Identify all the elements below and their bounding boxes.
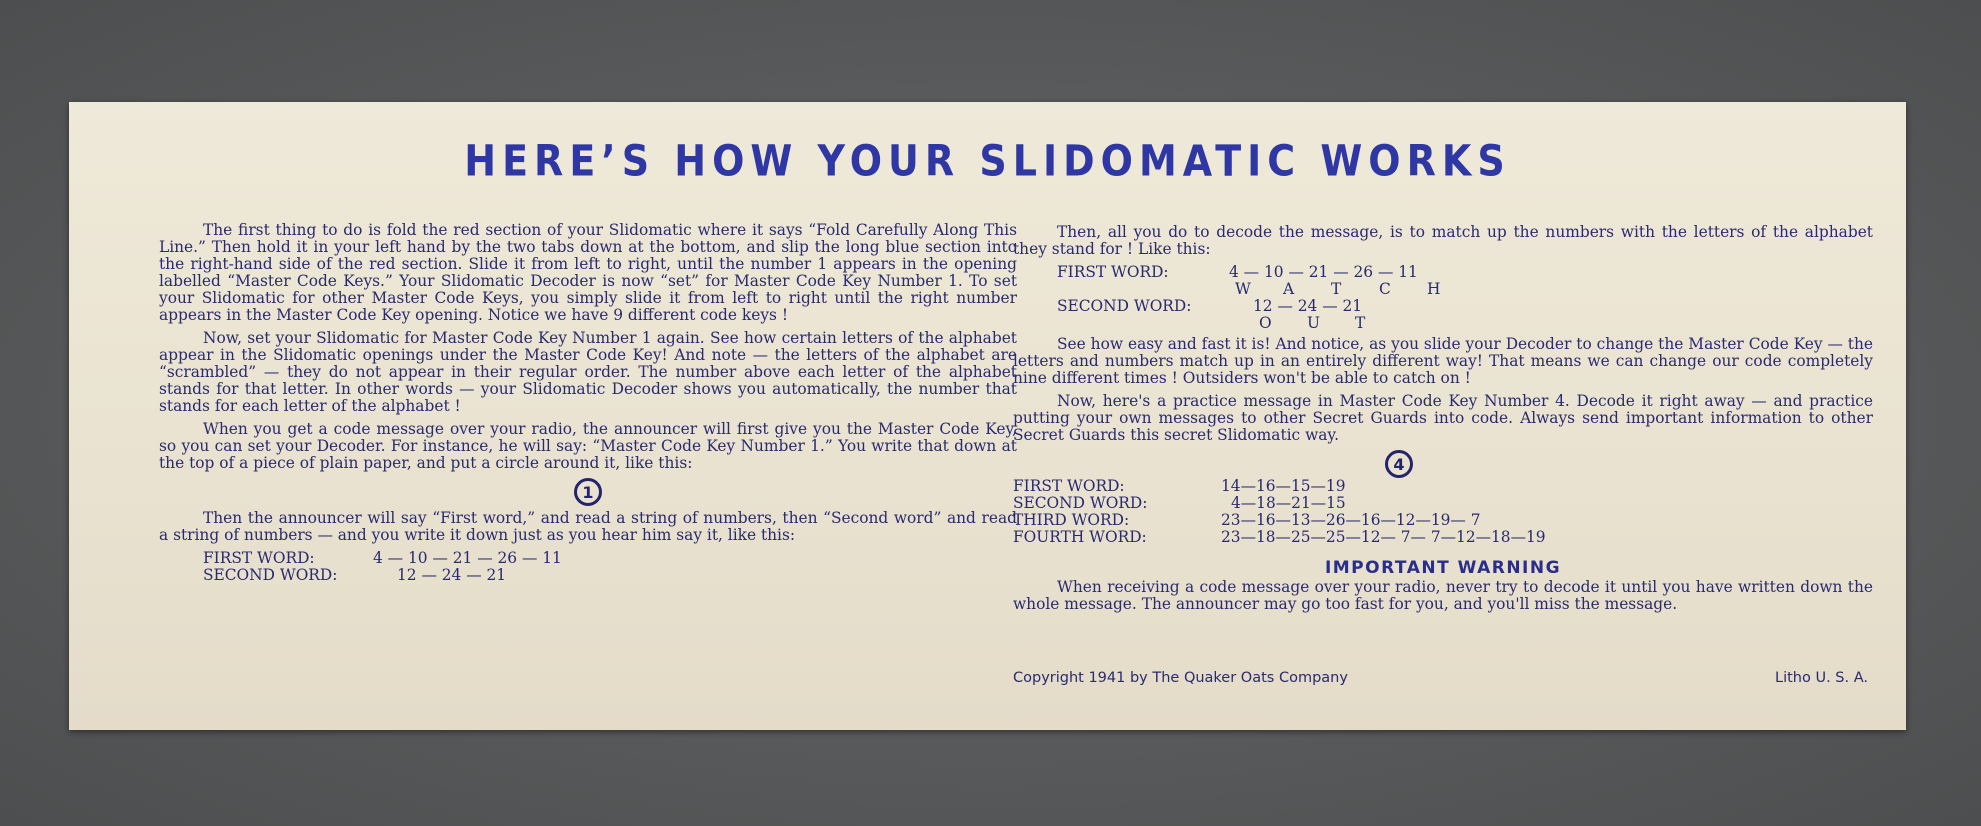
word-label: FIRST WORD: — [203, 549, 315, 567]
left-paragraph-3: When you get a code message over your radio, the announcer will first give you the Master Code Key, so you can set your Decoder. For instance, he will say: “Master Code Key Number 1.” You write that down at the top of a piece of plain paper, and put a circle around it, like this: — [159, 420, 1017, 472]
instruction-card — [69, 102, 1906, 730]
word-label: FOURTH WORD: — [1013, 528, 1147, 546]
decoded-letter: W — [1235, 280, 1251, 298]
warning-text: When receiving a code message over your radio, never try to decode it until you have written down the whole message. The announcer may go too fast for you, and you'll miss the message. — [1013, 578, 1873, 613]
left-paragraph-4: Then the announcer will say “First word,” and read a string of numbers, then “Second word” and read a string of numbers — and you write it down just as you hear him say it, like this: — [159, 509, 1017, 544]
right-paragraph-2: See how easy and fast it is! And notice, as you slide your Decoder to change the Master Code Key — the letters and numbers match up in an entirely different way! That means we can change our code completely nine different times ! Outsiders won't be able to catch on ! — [1013, 335, 1873, 387]
word-label: SECOND WORD: — [1057, 297, 1192, 315]
decoded-letters-row — [1057, 281, 1873, 298]
practice-word-row — [1013, 512, 1873, 529]
word-numbers: 14—16—15—19 — [1221, 477, 1346, 495]
decode-block — [1057, 264, 1873, 332]
page-title: HERE’S HOW YOUR SLIDOMATIC WORKS — [464, 136, 1511, 186]
decoded-letter: U — [1307, 314, 1320, 332]
right-paragraph-1: Then, all you do to decode the message, is to match up the numbers with the letters of the alphabet they stand for ! Like this: — [1013, 223, 1873, 258]
copyright-text: Copyright 1941 by The Quaker Oats Company — [1013, 670, 1348, 686]
circled-number-1: 1 — [574, 478, 602, 506]
word-numbers: 4 — 10 — 21 — 26 — 11 — [373, 549, 562, 567]
decoded-letter: T — [1331, 280, 1342, 298]
practice-word-row — [1013, 495, 1873, 512]
word-label: THIRD WORD: — [1013, 511, 1130, 529]
litho-text: Litho U. S. A. — [1775, 670, 1868, 686]
word-numbers: 4 — 10 — 21 — 26 — 11 — [1229, 263, 1418, 281]
word-label: SECOND WORD: — [1013, 494, 1148, 512]
word-label: SECOND WORD: — [203, 566, 338, 584]
right-paragraph-3: Now, here's a practice message in Master Code Key Number 4. Decode it right away — and practice putting your own messages to other Secret Guards into code. Always send important information to other Secret Guards this secret Slidomatic way. — [1013, 392, 1873, 444]
left-paragraph-2: Now, set your Slidomatic for Master Code Key Number 1 again. See how certain letters of the alphabet appear in the Slidomatic openings under the Master Code Key! And note — the letters of the alphabet are “scrambled” — they do not appear in their regular order. The number above each letter of the alphabet stands for that letter. In other words — your Slidomatic Decoder shows you automatically, the number that stands for each letter of the alphabet ! — [159, 329, 1017, 415]
decode-row — [1057, 298, 1873, 315]
word-label: FIRST WORD: — [1013, 477, 1125, 495]
left-paragraph-1: The first thing to do is fold the red section of your Slidomatic where it says “Fold Carefully Along This Line.” Then hold it in your left hand by the two tabs down at the bottom, and slip the long blue section into the right-hand side of the red section. Slide it from left to right, until the number 1 appears in the opening labelled “Master Code Keys.” Your Slidomatic Decoder is now “set” for Master Code Key Number 1. To set your Slidomatic for other Master Code Keys, you simply slide it from left to right until the right number appears in the Master Code Key opening. Notice we have 9 different code keys ! — [159, 221, 1017, 324]
circle-row — [159, 478, 1017, 506]
decoded-letter: H — [1427, 280, 1441, 298]
code-word-row — [203, 550, 1017, 567]
decoded-letter: T — [1355, 314, 1366, 332]
right-column — [1013, 224, 1873, 619]
word-numbers: 23—16—13—26—16—12—19— 7 — [1221, 511, 1481, 529]
word-label: FIRST WORD: — [1057, 263, 1169, 281]
decoded-letter: O — [1259, 314, 1272, 332]
practice-word-row — [1013, 529, 1873, 546]
word-numbers: 23—18—25—25—12— 7— 7—12—18—19 — [1221, 528, 1546, 546]
practice-message-block — [1013, 478, 1873, 546]
decoded-letter: A — [1283, 280, 1295, 298]
circle-row — [1013, 450, 1873, 478]
decoded-letters-row — [1057, 315, 1873, 332]
decoded-letter: C — [1379, 280, 1391, 298]
word-numbers: 12 — 24 — 21 — [1253, 297, 1363, 315]
code-word-row — [203, 567, 1017, 584]
left-column — [159, 222, 1017, 584]
circled-number-4: 4 — [1385, 450, 1413, 478]
warning-heading: IMPORTANT WARNING — [1324, 558, 1562, 578]
footer — [1013, 670, 1868, 686]
decode-row — [1057, 264, 1873, 281]
practice-word-row — [1013, 478, 1873, 495]
word-numbers: 4—18—21—15 — [1231, 494, 1346, 512]
code-words-block — [203, 550, 1017, 584]
word-numbers: 12 — 24 — 21 — [397, 566, 507, 584]
